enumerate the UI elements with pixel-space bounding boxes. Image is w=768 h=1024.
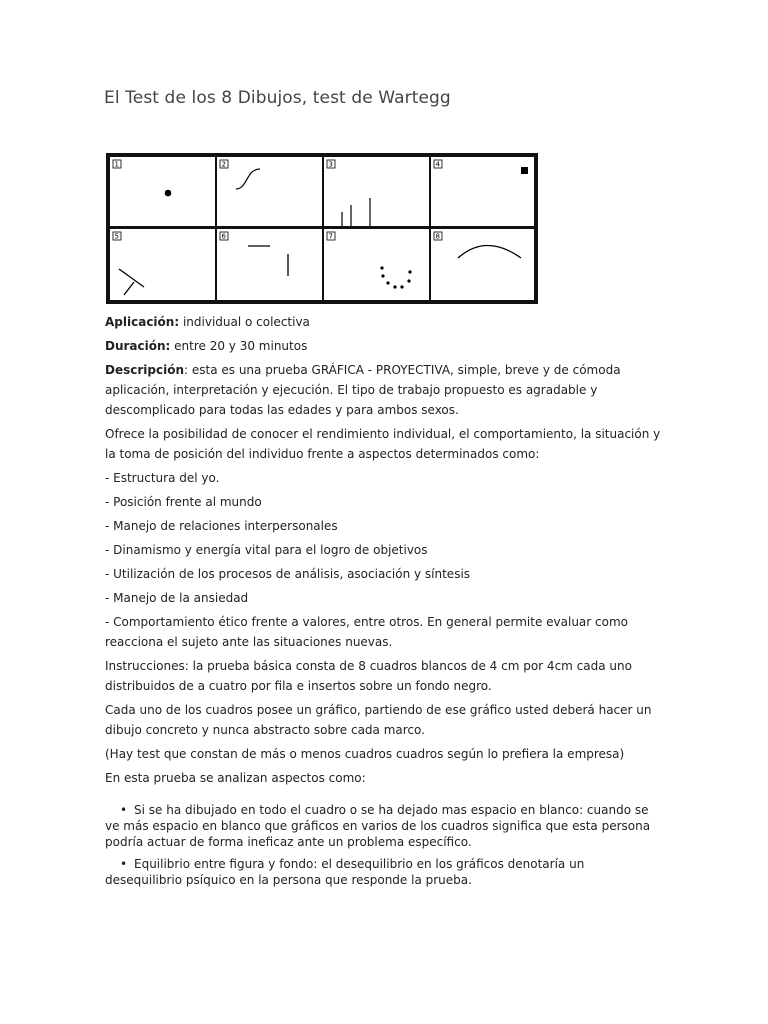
description-text [105,312,665,888]
field-value: individual o colectiva [179,315,310,329]
bullet-icon: • [120,857,128,871]
field-descripcion [105,360,665,420]
test-box-3 [324,157,429,226]
instructions-paragraph: Cada uno de los cuadros posee un gráfico, partiendo de ese gráfico usted deberá hacer un dibujo concreto y nunca abstracto sobre cada marco. [105,703,652,737]
aspect-item: - Dinamismo y energía vital para el logro de objetivos [105,543,428,557]
aspect-item: - Manejo de relaciones interpersonales [105,519,338,533]
field-value: : esta es una prueba GRÁFICA - PROYECTIVA, simple, breve y de cómoda aplicación, interpretación y ejecución. El tipo de trabajo propuesto es agradable y descomplicado para todas las edades y para ambos sexos. [105,363,621,417]
field-aplicacion [105,312,665,332]
wartegg-test-figure [106,153,538,304]
box-number-6: 6 [221,232,226,241]
test-box-2 [217,157,322,226]
aspect-item: - Posición frente al mundo [105,495,262,509]
field-label: Aplicación: [105,315,180,329]
box-number-1: 1 [114,160,119,169]
instructions-paragraph: Instrucciones: la prueba básica consta de 8 cuadros blancos de 4 cm por 4cm cada uno distribuidos de a cuatro por fila e insertos sobre un fondo negro. [105,659,632,693]
field-value: entre 20 y 30 minutos [170,339,308,353]
page-title: El Test de los 8 Dibujos, test de Wartegg [104,88,451,108]
box-number-5: 5 [114,232,119,241]
field-label: Duración: [105,339,171,353]
test-box-4 [431,157,534,226]
bullet-text: Si se ha dibujado en todo el cuadro o se ha dejado mas espacio en blanco: cuando se ve más espacio en blanco que gráficos en varios de los cuadros significa que esta persona podría actuar de forma ineficaz ante un problema específico. [105,803,651,849]
test-box-8 [431,229,534,300]
bullet-text: Equilibrio entre figura y fondo: el desequilibrio en los gráficos denotaría un desequilibrio psíquico en la persona que responde la prueba. [105,857,585,887]
aspect-item: - Utilización de los procesos de análisis, asociación y síntesis [105,567,471,581]
wartegg-grid [110,157,534,300]
instructions-paragraph: (Hay test que constan de más o menos cuadros cuadros según lo prefiera la empresa) [105,747,625,761]
field-label: Descripción [105,363,184,377]
aspect-item: - Estructura del yo. [105,471,220,485]
box-number-7: 7 [328,232,333,241]
bullet-item [105,856,665,888]
field-duracion [105,336,665,356]
instructions-paragraph: En esta prueba se analizan aspectos como: [105,771,366,785]
stimulus-black-square [521,167,528,174]
intro-paragraph: Ofrece la posibilidad de conocer el rendimiento individual, el comportamiento, la situación y la toma de posición del individuo frente a aspectos determinados como: [105,427,661,461]
box-number-2: 2 [221,160,226,169]
bullet-item [105,802,665,850]
box-number-8: 8 [435,232,440,241]
aspect-item: - Comportamiento ético frente a valores, entre otros. En general permite evaluar como reacciona el sujeto ante las situaciones nuevas. [105,615,628,649]
test-box-5 [110,229,215,300]
analysis-bullet-list [105,802,665,888]
test-box-6 [217,229,322,300]
box-number-3: 3 [328,160,333,169]
test-box-1 [110,157,215,226]
box-number-4: 4 [435,160,440,169]
stimulus-dot [165,190,172,197]
test-box-7 [324,229,429,300]
aspect-item: - Manejo de la ansiedad [105,591,249,605]
bullet-icon: • [120,803,128,817]
